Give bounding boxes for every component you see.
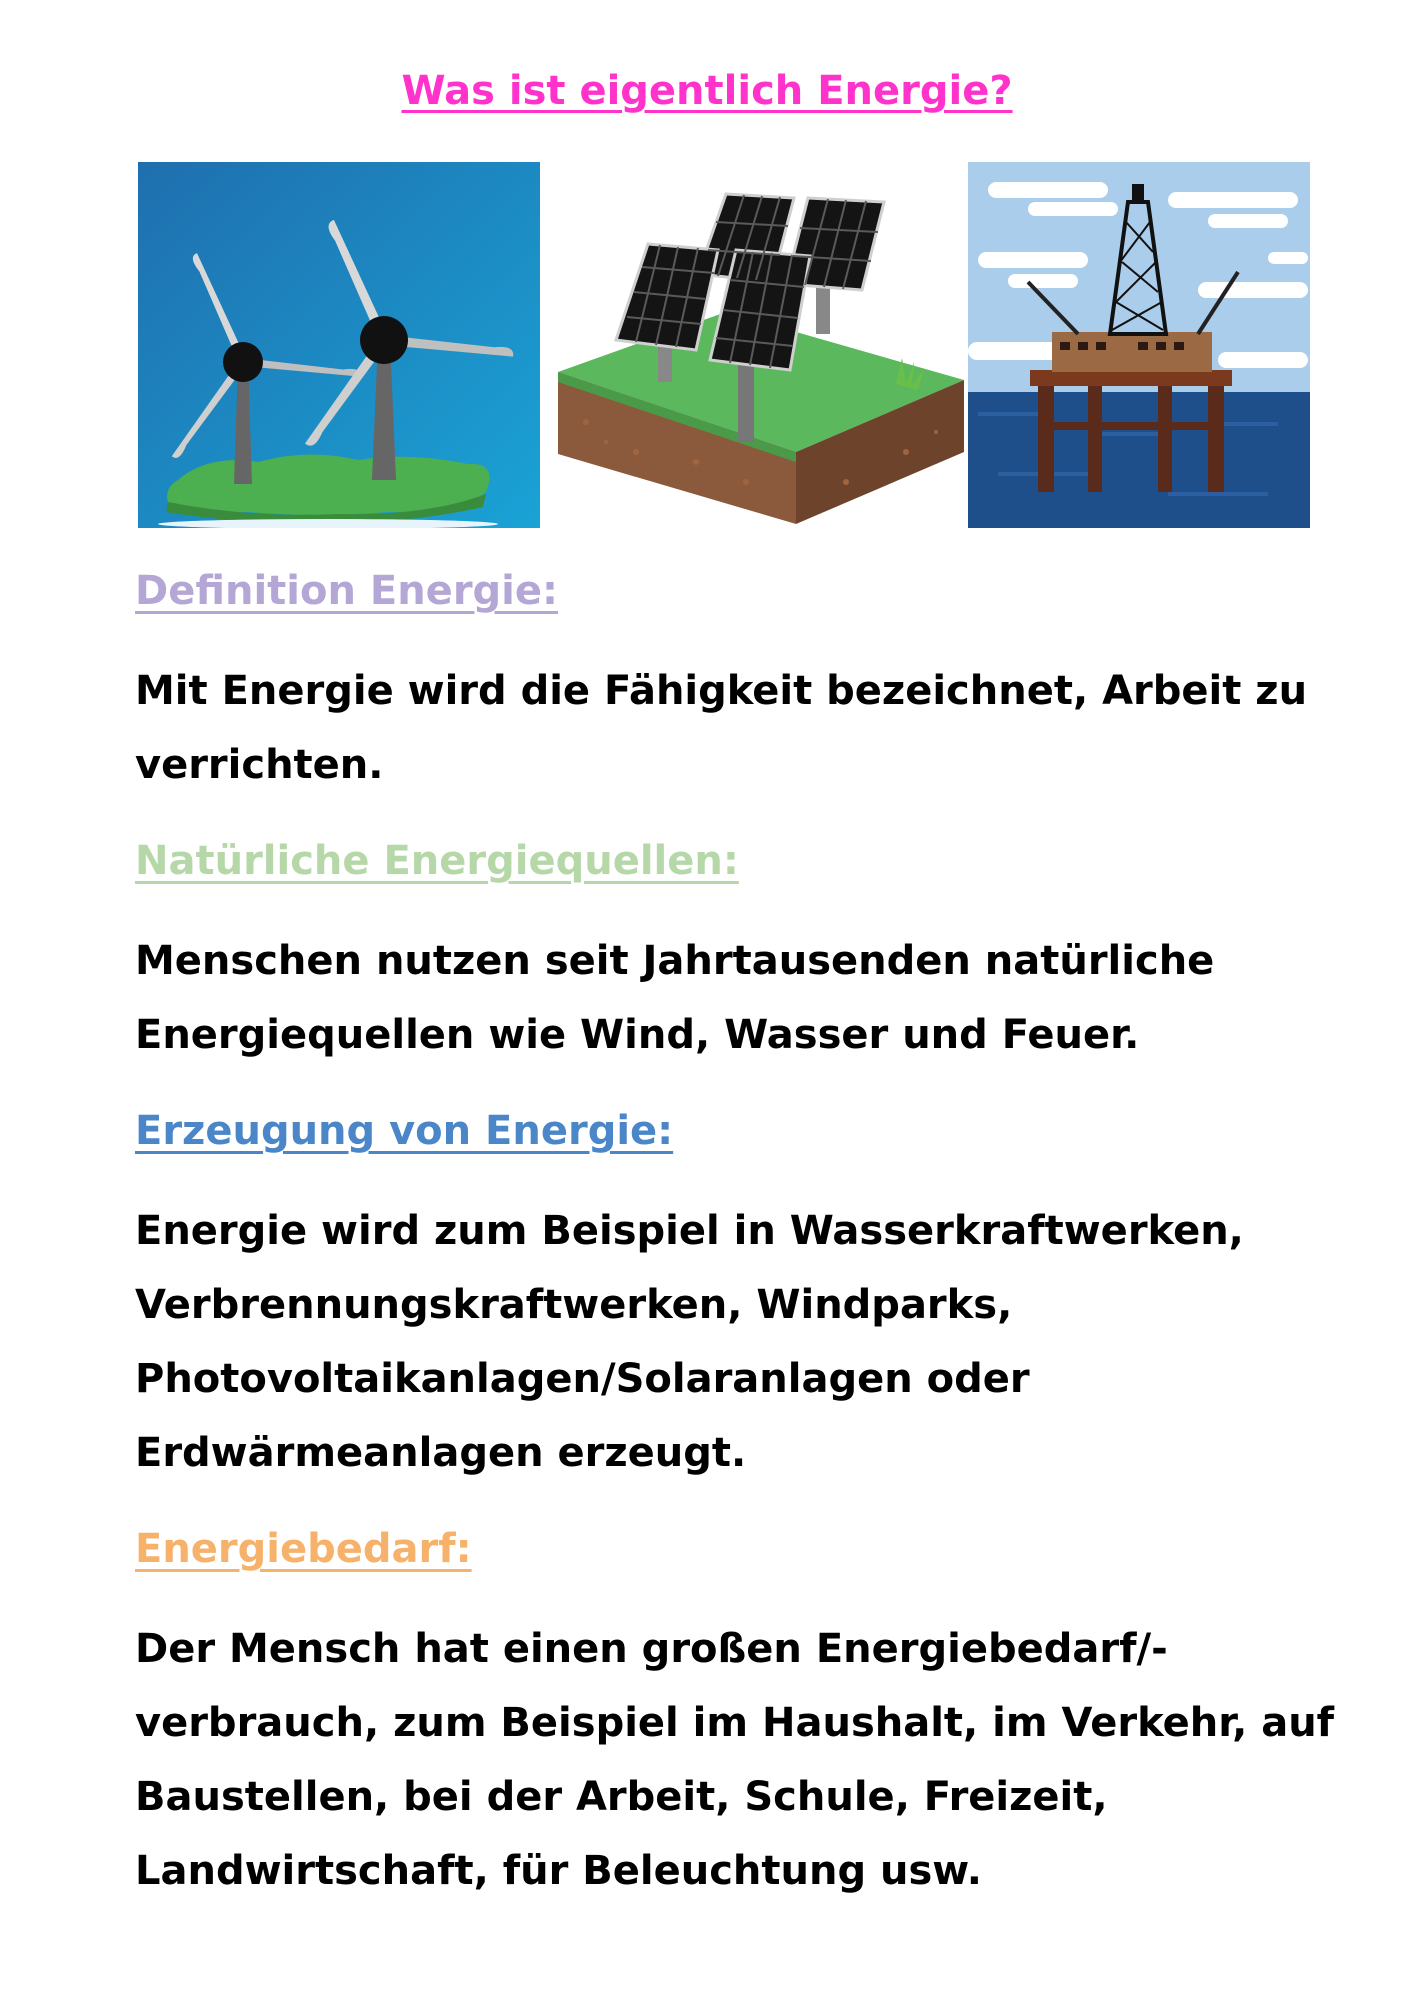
text-line: Der Mensch hat einen großen Energiebedarf/-	[135, 1626, 1168, 1672]
section-heading-natural-sources	[135, 838, 739, 884]
text-line: Mit Energie wird die Fähigkeit bezeichnet, Arbeit zu	[135, 668, 1308, 714]
text-line: verrichten.	[135, 742, 384, 788]
text-line: Erdwärmeanlagen erzeugt.	[135, 1430, 747, 1476]
text-line: Baustellen, bei der Arbeit, Schule, Freizeit,	[135, 1774, 1108, 1820]
text-line: Verbrennungskraftwerken, Windparks,	[135, 1282, 1013, 1328]
section-heading-definition	[135, 568, 558, 614]
wind-turbines-illustration	[138, 162, 540, 528]
text-line: Energie wird zum Beispiel in Wasserkraftwerken,	[135, 1208, 1244, 1254]
section-heading-generation	[135, 1108, 673, 1154]
page-title: Was ist eigentlich Energie?	[401, 68, 1013, 114]
section-text-generation	[135, 1194, 1315, 1490]
section-heading-text: Energiebedarf:	[135, 1526, 472, 1572]
text-line: Landwirtschaft, für Beleuchtung usw.	[135, 1848, 982, 1894]
text-line: Energiequellen wie Wind, Wasser und Feuer.	[135, 1012, 1140, 1058]
text-line: Menschen nutzen seit Jahrtausenden natürliche	[135, 938, 1215, 984]
section-heading-text: Erzeugung von Energie:	[135, 1108, 674, 1154]
oil-platform-illustration	[968, 162, 1310, 528]
section-text-definition	[135, 654, 1315, 802]
text-line: Photovoltaikanlagen/Solaranlagen oder	[135, 1356, 1030, 1402]
solar-panels-illustration	[546, 162, 970, 528]
energy-images-row	[138, 162, 1310, 530]
text-line: verbrauch, zum Beispiel im Haushalt, im Verkehr, auf	[135, 1700, 1335, 1746]
section-text-natural-sources	[135, 924, 1315, 1072]
section-heading-text: Natürliche Energiequellen:	[135, 838, 739, 884]
section-heading-demand	[135, 1526, 472, 1572]
section-text-demand	[135, 1612, 1335, 1908]
section-heading-text: Definition Energie:	[135, 568, 559, 614]
